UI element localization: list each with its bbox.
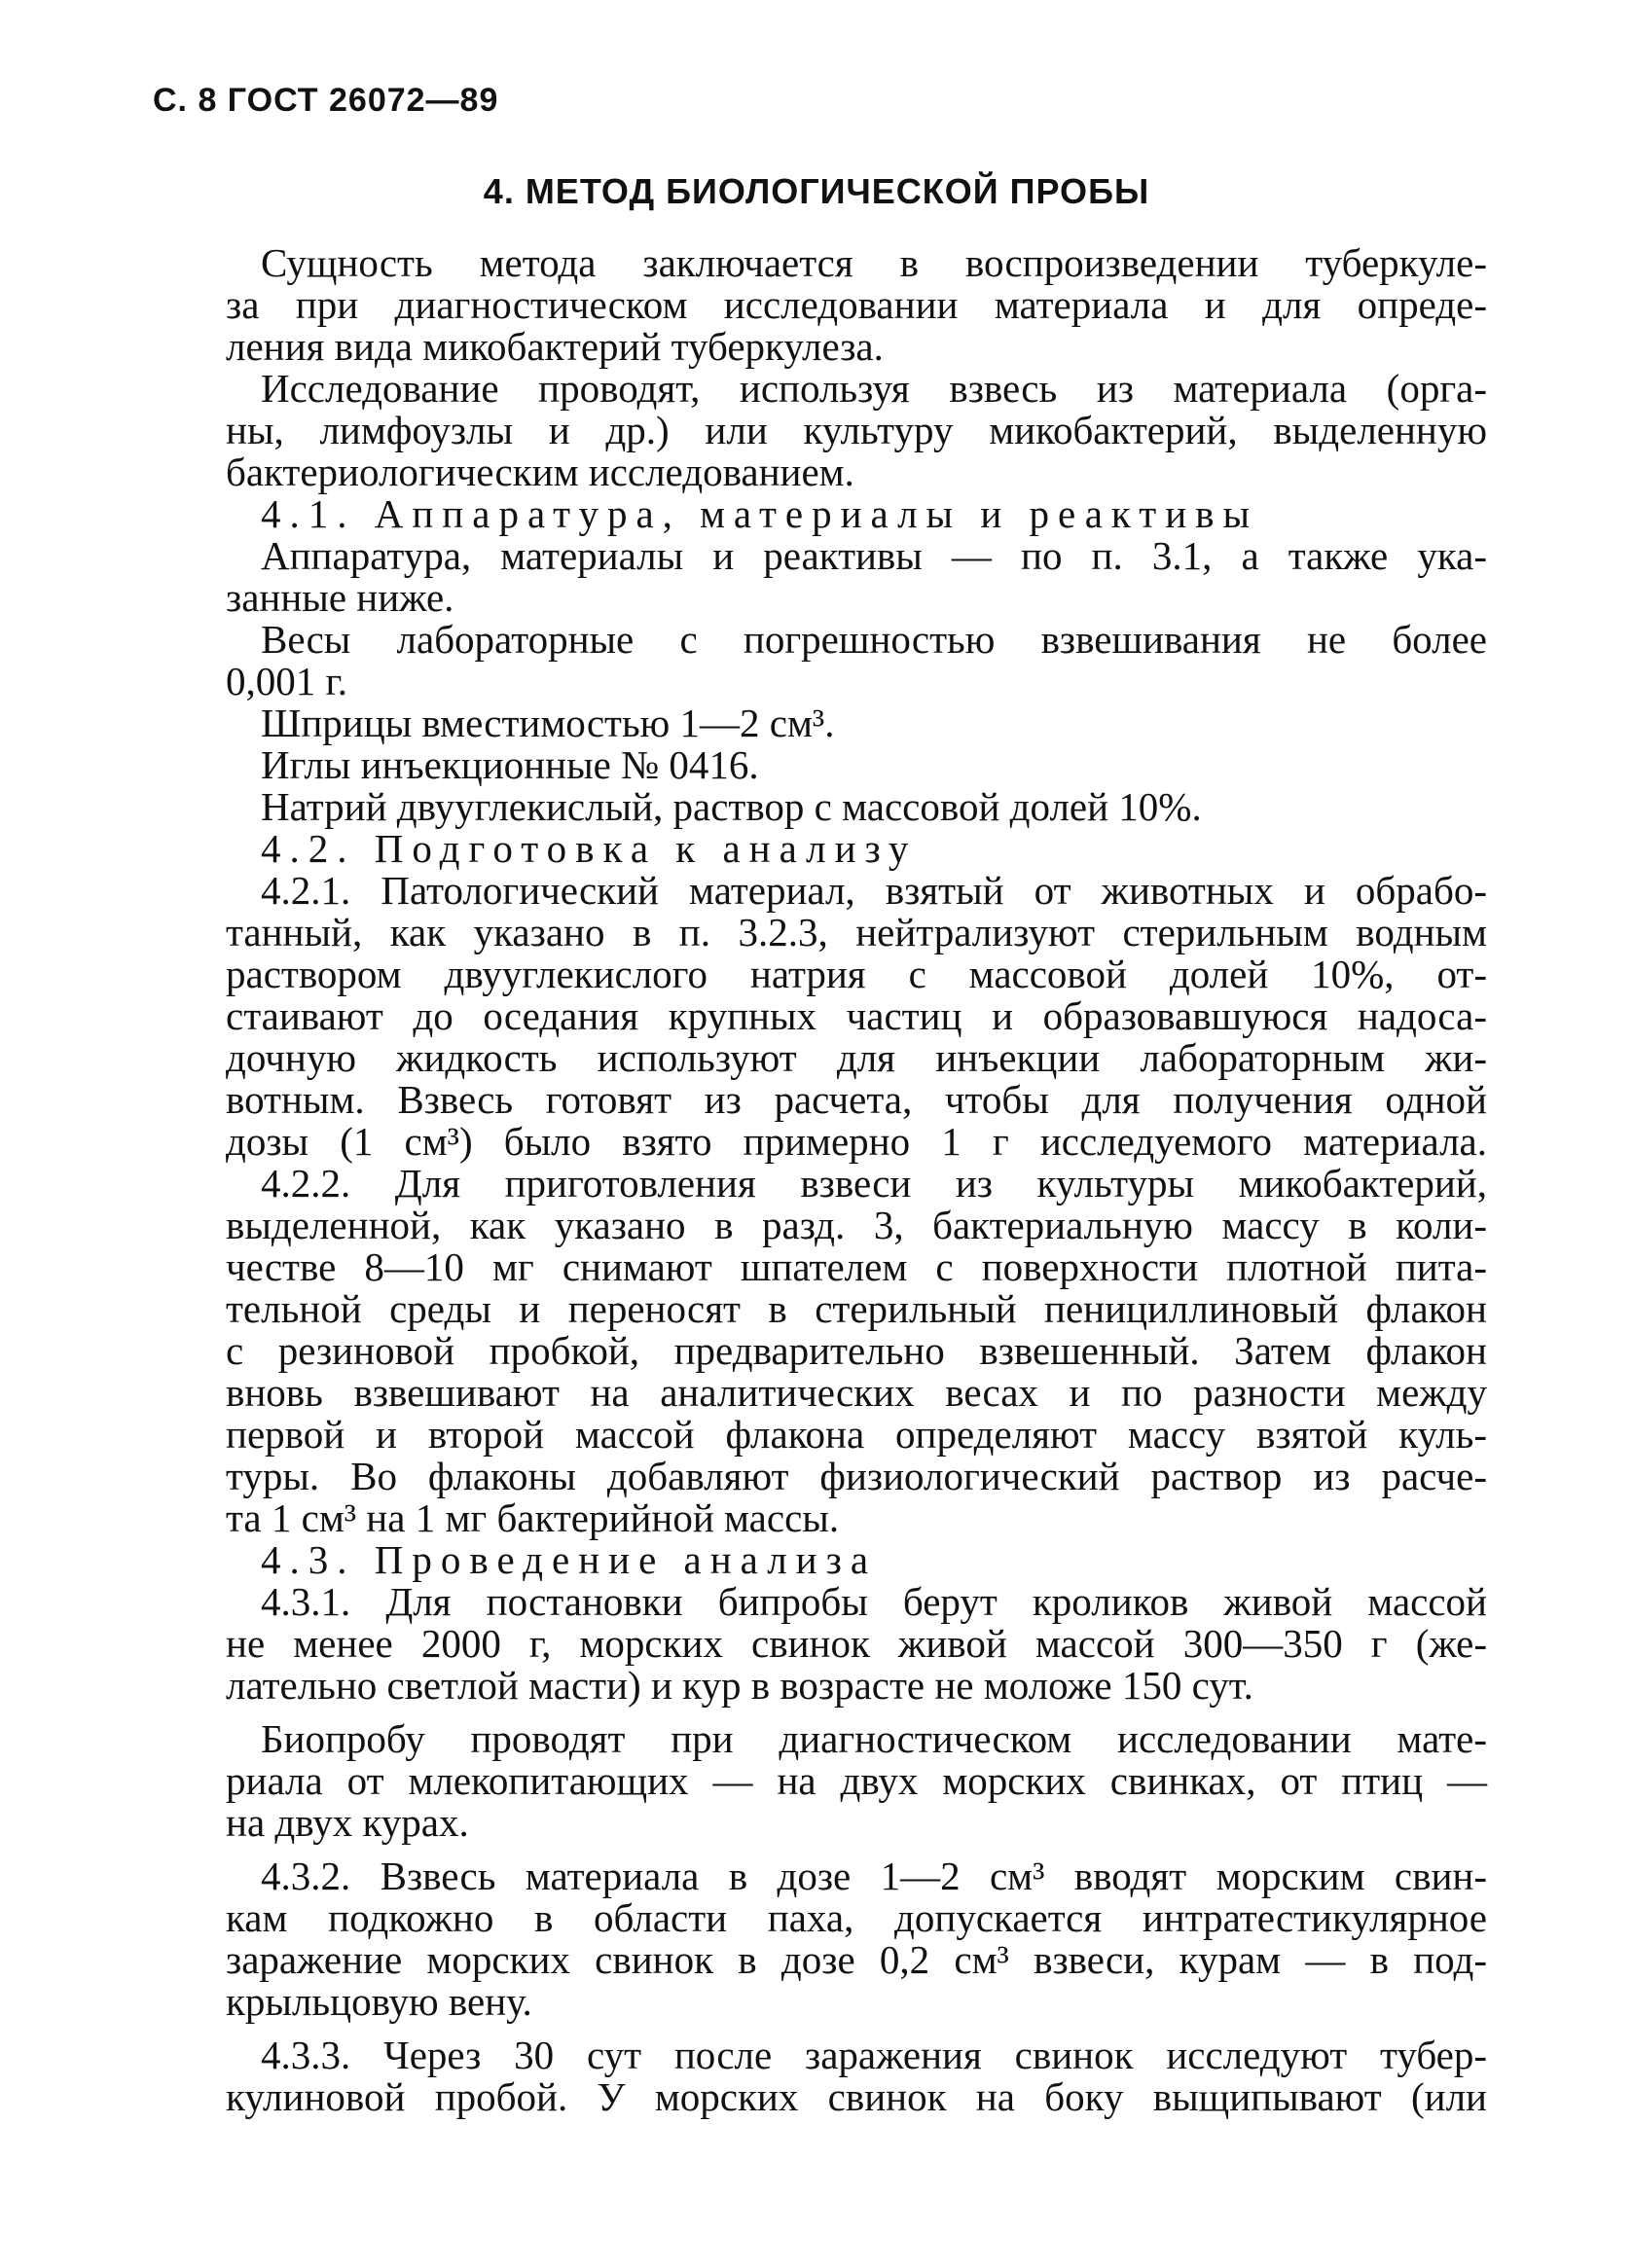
text-line: Весы лабораторные с погрешностью взвешивания не более — [261, 617, 1487, 662]
text-line: кулиновой пробой. У морских свинок на боку выщипывают (или — [226, 2074, 1487, 2119]
text-line: Биопробу проводят при диагностическом исследовании мате- — [261, 1716, 1487, 1761]
text-line: Иглы инъекционные № 0416. — [261, 742, 759, 787]
text-line: Сущность метода заключается в воспроизведении туберкуле- — [261, 240, 1487, 285]
text-line: танный, как указано в п. 3.2.3, нейтрализуют стерильным водным — [226, 910, 1487, 954]
text-line: 4.3.1. Для постановки бипробы берут кроликов живой массой — [261, 1579, 1487, 1624]
text-line: честве 8—10 мг снимают шпателем с поверхности плотной пита- — [226, 1244, 1487, 1289]
text-line: риала от млекопитающих — на двух морских свинках, от птиц — — [226, 1758, 1487, 1803]
text-line: 4.3.2. Взвесь материала в дозе 1—2 см³ вводят морским свин- — [261, 1854, 1487, 1898]
text-line: 4.2.1. Патологический материал, взятый от животных и обрабо- — [261, 868, 1487, 913]
text-line: 4.3.3. Через 30 сут после заражения свинок исследуют тубер- — [261, 2033, 1487, 2077]
text-line: Исследование проводят, используя взвесь из материала (орга- — [261, 366, 1487, 411]
text-line: ны, лимфоузлы и др.) или культуру микобактерий, выделенную — [226, 408, 1487, 452]
text-line: раствором двууглекислого натрия с массовой долей 10%, от- — [226, 952, 1487, 996]
text-line: тельной среды и переносят в стерильный пенициллиновый флакон — [226, 1286, 1487, 1331]
subsection-heading: 4.1. Аппаратура, материалы и реактивы — [261, 491, 1259, 536]
text-line: бактериологическим исследованием. — [226, 450, 854, 494]
text-line: стаивают до оседания крупных частиц и образовавшуюся надоса- — [226, 993, 1487, 1038]
text-line: Аппаратура, материалы и реактивы — по п. 3.1, а также ука- — [261, 533, 1487, 578]
text-line: вотным. Взвесь готовят из расчета, чтобы для получения одной — [226, 1077, 1487, 1122]
text-line: дозы (1 см³) было взято примерно 1 г исследуемого материала. — [226, 1119, 1487, 1164]
text-line: 4.2.2. Для приготовления взвеси из культуры микобактерий, — [261, 1161, 1487, 1206]
text-line: первой и второй массой флакона определяют массу взятой куль- — [226, 1412, 1487, 1457]
text-line: не менее 2000 г, морских свинок живой массой 300—350 г (же- — [226, 1621, 1487, 1666]
text-line: ления вида микобактерий туберкулеза. — [226, 324, 884, 369]
section-title: 4. МЕТОД БИОЛОГИЧЕСКОЙ ПРОБЫ — [483, 171, 1150, 211]
text-line: за при диагностическом исследовании материала и для опреде- — [226, 282, 1487, 327]
text-line: выделенной, как указано в разд. 3, бактериальную массу в коли- — [226, 1203, 1487, 1247]
text-line: лательно светлой масти) и кур в возрасте не моложе 150 сут. — [226, 1663, 1253, 1708]
subsection-heading: 4.2. Подготовка к анализу — [261, 826, 918, 871]
text-line: кам подкожно в области паха, допускается интратестикулярное — [226, 1895, 1487, 1940]
text-line: занные ниже. — [226, 575, 454, 620]
text-line: Шприцы вместимостью 1—2 см³. — [261, 701, 835, 745]
text-line: с резиновой пробкой, предварительно взвешенный. Затем флакон — [226, 1328, 1487, 1373]
text-line: туры. Во флаконы добавляют физиологический раствор из расче- — [226, 1454, 1487, 1498]
text-line: 0,001 г. — [226, 659, 347, 703]
text-line: вновь взвешивают на аналитических весах и по разности между — [226, 1370, 1487, 1415]
text-line: Натрий двууглекислый, раствор с массовой долей 10%. — [261, 784, 1202, 829]
text-line: заражение морских свинок в дозе 0,2 см³ взвеси, курам — в под- — [226, 1937, 1487, 1982]
text-line: на двух курах. — [226, 1800, 469, 1845]
text-line: дочную жидкость используют для инъекции лабораторным жи- — [226, 1035, 1487, 1080]
text-line: крыльцовую вену. — [226, 1979, 532, 2024]
subsection-heading: 4.3. Проведение анализа — [261, 1537, 878, 1582]
page-header: С. 8 ГОСТ 26072—89 — [153, 82, 499, 119]
text-line: та 1 см³ на 1 мг бактерийной массы. — [226, 1495, 840, 1540]
